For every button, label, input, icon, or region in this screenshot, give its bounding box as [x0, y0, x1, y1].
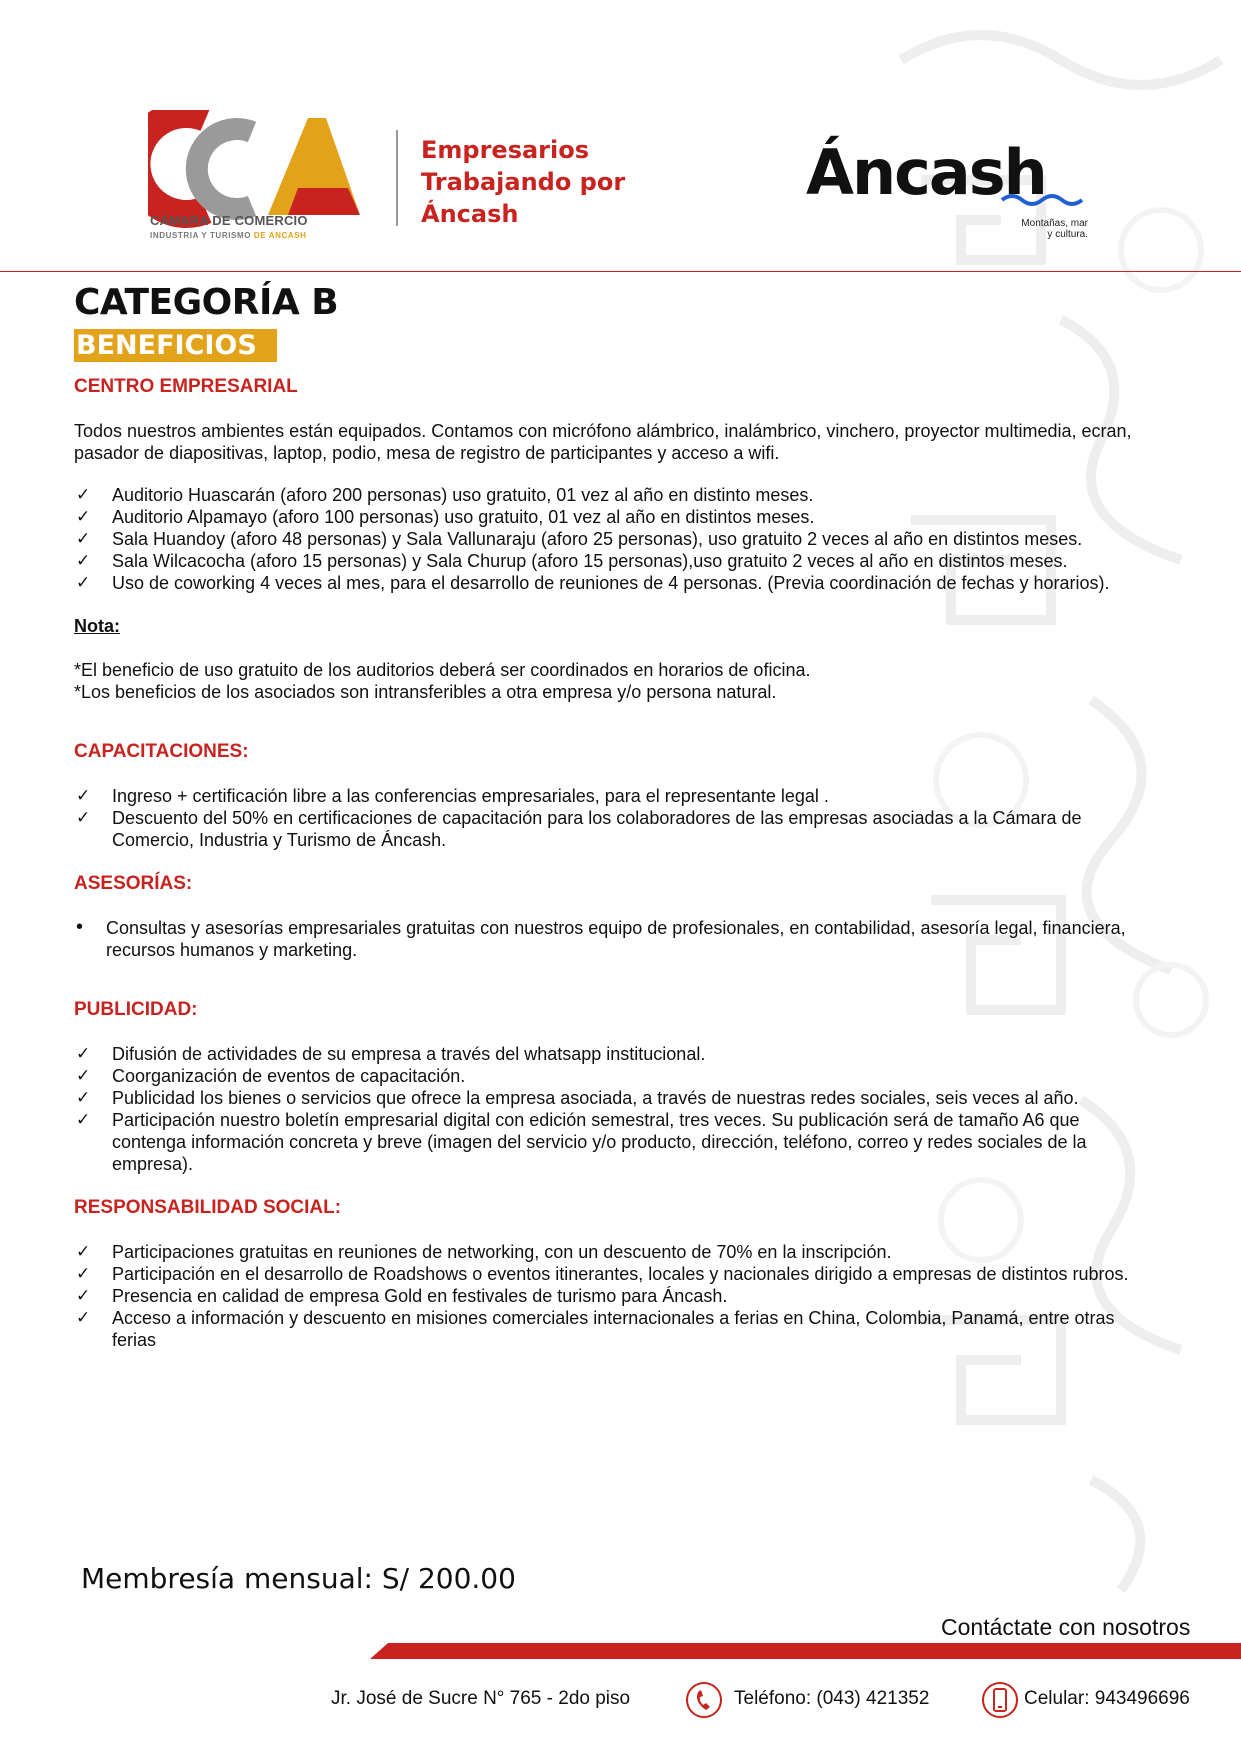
list-item-text: Descuento del 50% en certificaciones de capacitación para los colaboradores de las empresas asociadas a la Cámara de Comercio, Industria y Turismo de Áncash.	[112, 808, 1082, 850]
check-icon: ✓	[76, 529, 91, 548]
list-item	[74, 785, 1154, 807]
membership-price: Membresía mensual: S/ 200.00	[81, 1562, 516, 1595]
cca-subtitle	[150, 231, 390, 240]
list-item	[74, 550, 1154, 572]
list-item	[74, 807, 1154, 851]
list-item	[74, 1087, 1154, 1109]
list-item-text: Consultas y asesorías empresariales gratuitas con nuestros equipo de profesionales, en contabilidad, asesoría legal, financiera, recursos humanos y marketing.	[106, 918, 1126, 960]
section-heading-centro: CENTRO EMPRESARIAL	[74, 376, 298, 397]
list-item-text: Difusión de actividades de su empresa a través del whatsapp institucional.	[112, 1044, 706, 1064]
list-item-text: Auditorio Alpamayo (aforo 100 personas) uso gratuito, 01 vez al año en distintos meses.	[112, 507, 815, 527]
list-item	[74, 1065, 1154, 1087]
check-icon: ✓	[76, 1088, 91, 1107]
phone-icon	[684, 1680, 724, 1720]
centro-intro: Todos nuestros ambientes están equipados. Contamos con micrófono alámbrico, inalámbrico, vinchero, proyector multimedia, ecran, pasador de diapositivas, laptop, podio, mesa de registro de participantes y acceso a wifi.	[74, 421, 1132, 463]
responsabilidad-list	[74, 1241, 1154, 1351]
list-item	[74, 917, 1154, 961]
tagline-line: Trabajando por	[421, 168, 626, 196]
list-item-text: Acceso a información y descuento en misiones comerciales internacionales a ferias en China, Colombia, Panamá, entre otras ferias	[112, 1308, 1115, 1350]
list-item-text: Coorganización de eventos de capacitación.	[112, 1066, 466, 1086]
list-item-text: Presencia en calidad de empresa Gold en festivales de turismo para Áncash.	[112, 1286, 728, 1306]
section-heading-asesorias: ASESORÍAS:	[74, 873, 193, 894]
list-item-text: Sala Huandoy (aforo 48 personas) y Sala Vallunaraju (aforo 25 personas), uso gratuito 2 veces al año en distintos meses.	[112, 529, 1083, 549]
tagline-line: Empresarios	[421, 136, 590, 164]
list-item	[74, 572, 1154, 594]
bullet-icon: •	[76, 916, 84, 938]
check-icon: ✓	[76, 1044, 91, 1063]
list-item	[74, 1263, 1154, 1285]
list-item	[74, 528, 1154, 550]
ancash-tagline-line: y cultura.	[1047, 229, 1088, 240]
nota-line: *Los beneficios de los asociados son intransferibles a otra empresa y/o persona natural.	[74, 682, 777, 702]
list-item	[74, 506, 1154, 528]
contact-title: Contáctate con nosotros	[941, 1614, 1191, 1640]
cellphone-text: Celular: 943496696	[1024, 1688, 1190, 1709]
wave-icon	[1000, 188, 1090, 208]
list-item	[74, 1307, 1154, 1351]
nota-label: Nota:	[74, 616, 120, 636]
publicidad-list	[74, 1043, 1154, 1175]
cellphone-icon	[980, 1680, 1020, 1720]
list-item	[74, 1109, 1154, 1175]
list-item-text: Uso de coworking 4 veces al mes, para el desarrollo de reuniones de 4 personas. (Previa coordinación de fechas y horarios).	[112, 573, 1110, 593]
centro-list	[74, 484, 1154, 594]
ancash-tagline	[988, 218, 1088, 240]
page-title: CATEGORÍA B	[74, 282, 339, 323]
section-heading-responsabilidad: RESPONSABILIDAD SOCIAL:	[74, 1197, 342, 1218]
list-item	[74, 1043, 1154, 1065]
check-icon: ✓	[76, 1110, 91, 1129]
cca-subtitle-b: DE ANCASH	[253, 231, 307, 240]
section-heading-publicidad: PUBLICIDAD:	[74, 999, 198, 1020]
nota-line: *El beneficio de uso gratuito de los auditorios deberá ser coordinados en horarios de oficina.	[74, 660, 811, 680]
cca-subtitle-a: INDUSTRIA Y TURISMO	[150, 231, 252, 240]
ancash-logo-word: Áncash	[806, 136, 1046, 209]
footer-bar	[370, 1643, 1241, 1659]
check-icon: ✓	[76, 786, 91, 805]
phone-text: Teléfono: (043) 421352	[734, 1688, 930, 1709]
address-text: Jr. José de Sucre N° 765 - 2do piso	[331, 1688, 631, 1709]
section-heading-capacitaciones: CAPACITACIONES:	[74, 741, 249, 762]
header	[0, 0, 1241, 272]
logo-divider	[396, 130, 398, 226]
check-icon: ✓	[76, 1286, 91, 1305]
header-rule	[0, 271, 1241, 272]
list-item-text: Publicidad los bienes o servicios que ofrece la empresa asociada, a través de nuestras redes sociales, seis veces al año.	[112, 1088, 1079, 1108]
list-item-text: Participación en el desarrollo de Roadshows o eventos itinerantes, locales y nacionales dirigido a empresas de distintos rubros.	[112, 1264, 1129, 1284]
capacitaciones-list	[74, 785, 1154, 851]
check-icon: ✓	[76, 1264, 91, 1283]
benefits-badge: BENEFICIOS	[74, 329, 277, 362]
list-item	[74, 484, 1154, 506]
list-item-text: Participación nuestro boletín empresarial digital con edición semestral, tres veces. Su publicación será de tamaño A6 que contenga información concreta y breve (imagen del servicio y/o producto, dirección, teléfono, correo y redes sociales de la empresa).	[112, 1110, 1087, 1174]
check-icon: ✓	[76, 1308, 91, 1327]
check-icon: ✓	[76, 507, 91, 526]
tagline	[421, 134, 625, 230]
check-icon: ✓	[76, 573, 91, 592]
main-content	[74, 282, 1154, 1351]
list-item-text: Participaciones gratuitas en reuniones de networking, con un descuento de 70% en la inscripción.	[112, 1242, 892, 1262]
footer	[0, 1680, 1241, 1720]
check-icon: ✓	[76, 485, 91, 504]
check-icon: ✓	[76, 1066, 91, 1085]
ancash-tagline-line: Montañas, mar	[1021, 218, 1088, 229]
list-item	[74, 1241, 1154, 1263]
check-icon: ✓	[76, 1242, 91, 1261]
list-item	[74, 1285, 1154, 1307]
asesorias-list	[74, 917, 1154, 961]
list-item-text: Ingreso + certificación libre a las conferencias empresariales, para el representante legal .	[112, 786, 829, 806]
list-item-text: Sala Wilcacocha (aforo 15 personas) y Sala Churup (aforo 15 personas),uso gratuito 2 veces al año en distintos meses.	[112, 551, 1068, 571]
tagline-line: Áncash	[421, 200, 519, 228]
cca-name: CÁMARA DE COMERCIO	[150, 213, 308, 228]
check-icon: ✓	[76, 551, 91, 570]
list-item-text: Auditorio Huascarán (aforo 200 personas) uso gratuito, 01 vez al año en distinto meses.	[112, 485, 814, 505]
check-icon: ✓	[76, 808, 91, 827]
